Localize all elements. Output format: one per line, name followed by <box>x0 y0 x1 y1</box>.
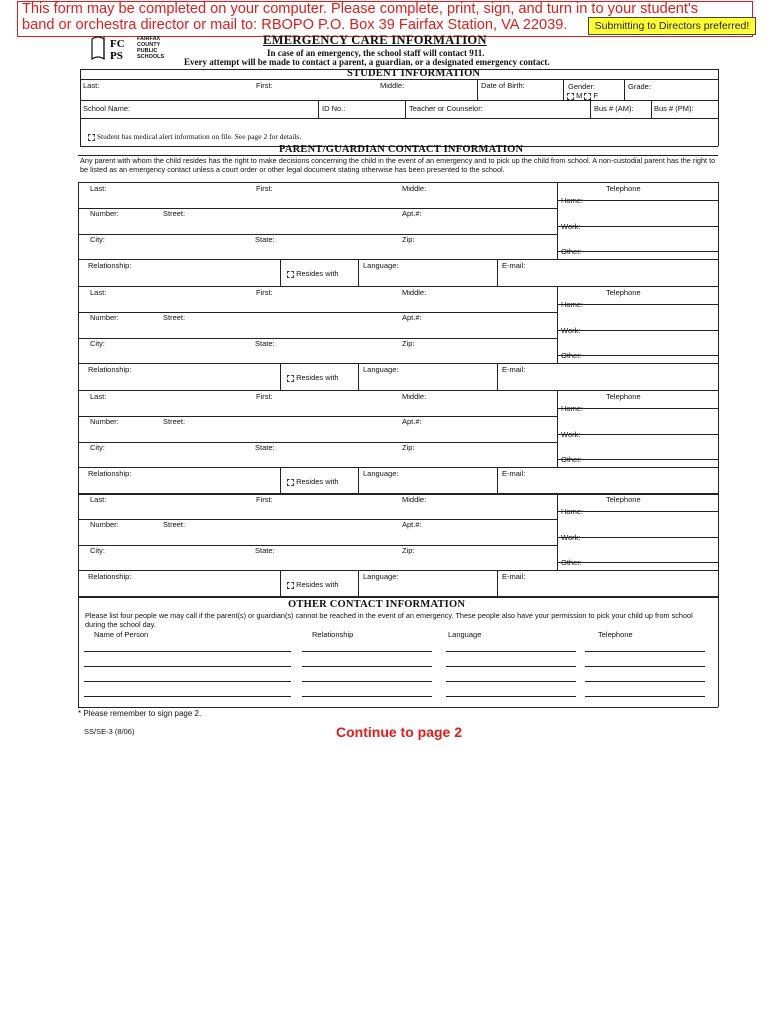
guardian-3-resides-checkbox[interactable] <box>287 479 294 486</box>
guardian-2-lang-divider <box>358 363 359 390</box>
other-contact-line-4-3[interactable] <box>446 696 576 697</box>
guardian-4-phone-rule-2 <box>557 537 718 538</box>
other-col-relationship: Relationship <box>312 630 354 639</box>
guardian-2-relationship-label: Relationship: <box>88 365 132 374</box>
guardian-1-phone-divider <box>557 182 558 259</box>
guardian-3-relationship-label: Relationship: <box>88 469 132 478</box>
guardian-2-right-border <box>718 286 719 390</box>
student-gender-label: Gender: <box>568 82 596 91</box>
guardian-2-rule-3 <box>78 363 718 364</box>
guardian-4-lang-divider <box>358 570 359 597</box>
guardian-4-rule-1 <box>78 519 557 520</box>
sign-reminder: * Please remember to sign page 2. <box>78 709 202 718</box>
guardian-1-relationship-label: Relationship: <box>88 261 132 270</box>
guardian-2-language-label: Language: <box>363 365 399 374</box>
other-section-title: OTHER CONTACT INFORMATION <box>288 599 466 610</box>
guardian-4-relationship-label: Relationship: <box>88 572 132 581</box>
guardian-4-email-label: E-mail: <box>502 572 526 581</box>
student-grade-label: Grade: <box>628 82 651 91</box>
guardian-1-email-label: E-mail: <box>502 261 526 270</box>
guardian-1-city-label: City: <box>90 235 105 244</box>
guardian-2-street-label: Street: <box>163 313 186 322</box>
banner-line-1: This form may be completed on your computer. Please complete, print, sign, and turn in to your student's <box>22 1 699 17</box>
guardian-4-email-divider <box>497 570 498 597</box>
guardian-2-city-label: City: <box>90 339 105 348</box>
logo-line: COUNTY <box>137 42 161 48</box>
guardian-3-city-label: City: <box>90 443 105 452</box>
guardian-1-right-border <box>718 182 719 286</box>
guardian-1-rel-divider <box>280 259 281 286</box>
page-title: EMERGENCY CARE INFORMATION <box>263 33 487 47</box>
continue-to-page-2: Continue to page 2 <box>336 724 462 740</box>
guardian-2-home-label: Home: <box>561 300 584 309</box>
guardian-1-other-label: Other: <box>561 247 582 256</box>
guardian-1-resides-checkbox[interactable] <box>287 271 294 278</box>
guardian-4-rel-divider <box>280 570 281 597</box>
logo-line: PUBLIC <box>137 48 158 54</box>
guardian-4-street-label: Street: <box>163 520 186 529</box>
guardian-3-last-label: Last: <box>90 392 107 401</box>
guardian-2-middle-label: Middle: <box>402 288 427 297</box>
guardian-3-email-label: E-mail: <box>502 469 526 478</box>
guardian-1-last-label: Last: <box>90 184 107 193</box>
guardian-3-resides-row <box>287 477 339 486</box>
guardian-1-language-label: Language: <box>363 261 399 270</box>
guardian-3-top-border <box>78 390 718 391</box>
guardian-2-resides-checkbox[interactable] <box>287 375 294 382</box>
guardian-1-work-label: Work: <box>561 222 581 231</box>
guardian-3-work-label: Work: <box>561 430 581 439</box>
guardian-2-resides-row <box>287 373 339 382</box>
student-last-label: Last: <box>83 81 100 90</box>
guardian-4-resides-checkbox[interactable] <box>287 582 294 589</box>
guardian-1-resides-row <box>287 269 339 278</box>
gender-options <box>567 91 598 100</box>
guardian-3-home-label: Home: <box>561 404 584 413</box>
guardian-1-top-border <box>78 182 718 183</box>
guardian-3-email-divider <box>497 467 498 494</box>
guardian-1-phone-rule-2 <box>557 226 718 227</box>
other-contact-line-3-3[interactable] <box>446 681 576 682</box>
guardian-4-last-label: Last: <box>90 495 107 504</box>
other-contact-line-1-1[interactable] <box>84 651 291 652</box>
guardian-1-zip-label: Zip: <box>402 235 415 244</box>
guardian-2-phone-rule-2 <box>557 330 718 331</box>
guardian-1-middle-label: Middle: <box>402 184 427 193</box>
other-col-language: Language <box>448 630 482 639</box>
other-intro: Please list four people we may call if the parent(s) or guardian(s) cannot be reached in the event of an emergency. These people also have your permission to pick your child up from school during the school day. <box>85 611 693 629</box>
bus-pm-label: Bus # (PM): <box>654 104 694 113</box>
other-contact-line-2-1[interactable] <box>84 666 291 667</box>
guardian-1-state-label: State: <box>255 235 275 244</box>
banner-line-2: band or orchestra director or mail to: RBOPO P.O. Box 39 Fairfax Station, VA 22039. <box>22 17 568 33</box>
preferred-badge: Submitting to Directors preferred! <box>588 17 756 35</box>
guardian-4-number-label: Number: <box>90 520 119 529</box>
form-code: SS/SE-3 (8/06) <box>84 727 135 736</box>
other-contact-line-1-2[interactable] <box>302 651 432 652</box>
other-col-name: Name of Person <box>94 630 149 639</box>
bus-am-label: Bus # (AM): <box>594 104 634 113</box>
guardian-3-first-label: First: <box>256 392 273 401</box>
guardian-2-zip-label: Zip: <box>402 339 415 348</box>
student-dob-label: Date of Birth: <box>481 81 525 90</box>
guardian-2-top-border <box>78 286 718 287</box>
guardian-2-email-divider <box>497 363 498 390</box>
guardian-1-first-label: First: <box>256 184 273 193</box>
guardian-2-rule-1 <box>78 312 557 313</box>
guardian-3-language-label: Language: <box>363 469 399 478</box>
header-subtitle-2: Every attempt will be made to contact a parent, a guardian, or a designated emergency contact. <box>184 57 550 67</box>
guardian-2-last-label: Last: <box>90 288 107 297</box>
guardian-4-bottom-border <box>78 597 718 598</box>
guardian-1-number-label: Number: <box>90 209 119 218</box>
guardian-3-telephone-label: Telephone <box>606 392 641 401</box>
guardian-1-resides-label: Resides with <box>294 269 339 278</box>
guardian-2-work-label: Work: <box>561 326 581 335</box>
guardian-2-number-label: Number: <box>90 313 119 322</box>
logo-line: FAIRFAX <box>137 36 161 42</box>
guardian-1-rule-2 <box>78 234 557 235</box>
guardian-2-state-label: State: <box>255 339 275 348</box>
guardian-1-telephone-label: Telephone <box>606 184 641 193</box>
guardian-3-rule-1 <box>78 416 557 417</box>
guardian-2-telephone-label: Telephone <box>606 288 641 297</box>
fcps-logo <box>90 35 134 61</box>
guardian-3-lang-divider <box>358 467 359 494</box>
other-contact-line-4-4[interactable] <box>585 696 705 697</box>
medical-alert-label: Student has medical alert information on file. See page 2 for details. <box>96 132 302 141</box>
guardian-4-middle-label: Middle: <box>402 495 427 504</box>
gender-m-checkbox[interactable] <box>567 93 574 100</box>
other-contact-line-2-4[interactable] <box>585 666 705 667</box>
guardian-3-rel-divider <box>280 467 281 494</box>
guardian-2-rel-divider <box>280 363 281 390</box>
guardian-3-apt-label: Apt.#: <box>402 417 422 426</box>
guardian-3-street-label: Street: <box>163 417 186 426</box>
header-subtitle-1: In case of an emergency, the school staff will contact 911. <box>267 48 485 58</box>
guardian-3-middle-label: Middle: <box>402 392 427 401</box>
guardian-3-zip-label: Zip: <box>402 443 415 452</box>
guardian-4-language-label: Language: <box>363 572 399 581</box>
guardian-2-apt-label: Apt.#: <box>402 313 422 322</box>
guardian-4-top-border <box>78 493 718 494</box>
guardian-4-state-label: State: <box>255 546 275 555</box>
guardian-2-first-label: First: <box>256 288 273 297</box>
student-middle-label: Middle: <box>380 81 405 90</box>
guardian-2-other-label: Other: <box>561 351 582 360</box>
guardian-4-rule-3 <box>78 570 718 571</box>
guardian-4-telephone-label: Telephone <box>606 495 641 504</box>
guardian-2-rule-2 <box>78 338 557 339</box>
guardian-4-resides-label: Resides with <box>294 580 339 589</box>
guardian-4-first-label: First: <box>256 495 273 504</box>
medical-alert-row <box>88 132 301 141</box>
other-contact-line-3-2[interactable] <box>302 681 432 682</box>
guardian-4-right-border <box>718 493 719 597</box>
gender-f-label: F <box>593 91 599 100</box>
logo-initials-top: FC <box>110 38 125 50</box>
other-contact-line-1-4[interactable] <box>585 651 705 652</box>
other-contact-line-4-1[interactable] <box>84 696 291 697</box>
student-first-label: First: <box>256 81 273 90</box>
guardian-3-rule-3 <box>78 467 718 468</box>
guardian-3-phone-divider <box>557 390 558 467</box>
gender-m-label: M <box>576 91 583 100</box>
guardian-4-apt-label: Apt.#: <box>402 520 422 529</box>
guardian-4-resides-row <box>287 580 339 589</box>
guardian-3-state-label: State: <box>255 443 275 452</box>
guardian-4-other-label: Other: <box>561 558 582 567</box>
logo-line: SCHOOLS <box>137 54 165 60</box>
parent-intro: Any parent with whom the child resides has the right to make decisions concerning the child in the event of an emergency and to pick up the child from school. A non-custodial parent has the right to be listed as an emergency contact unless a court order or other legal document stating otherwise has been presented to the school. <box>80 156 716 174</box>
guardian-1-rule-1 <box>78 208 557 209</box>
guardian-3-phone-rule-2 <box>557 434 718 435</box>
guardian-1-lang-divider <box>358 259 359 286</box>
medical-alert-checkbox[interactable] <box>88 134 95 141</box>
id-no-label: ID No.: <box>322 104 346 113</box>
gender-f-checkbox[interactable] <box>584 93 591 100</box>
guardian-1-street-label: Street: <box>163 209 186 218</box>
guardian-3-rule-2 <box>78 442 557 443</box>
guardian-2-phone-divider <box>557 286 558 363</box>
guardian-4-city-label: City: <box>90 546 105 555</box>
guardian-3-resides-label: Resides with <box>294 477 339 486</box>
guardian-3-right-border <box>718 390 719 494</box>
guardian-4-home-label: Home: <box>561 507 584 516</box>
guardian-1-home-label: Home: <box>561 196 584 205</box>
guardian-1-rule-3 <box>78 259 718 260</box>
other-contact-line-3-4[interactable] <box>585 681 705 682</box>
guardian-3-number-label: Number: <box>90 417 119 426</box>
school-name-label: School Name: <box>83 104 131 113</box>
other-contact-line-2-2[interactable] <box>302 666 432 667</box>
other-contact-line-4-2[interactable] <box>302 696 432 697</box>
logo-initials-bottom: PS <box>110 50 123 61</box>
guardian-4-work-label: Work: <box>561 533 581 542</box>
logo-text <box>137 36 164 60</box>
parent-section-title: PARENT/GUARDIAN CONTACT INFORMATION <box>279 144 524 155</box>
guardian-1-email-divider <box>497 259 498 286</box>
guardian-4-phone-divider <box>557 493 558 570</box>
other-contact-line-3-1[interactable] <box>84 681 291 682</box>
student-section-title: STUDENT INFORMATION <box>347 68 481 79</box>
guardian-2-resides-label: Resides with <box>294 373 339 382</box>
teacher-label: Teacher or Counselor: <box>409 104 483 113</box>
guardian-2-email-label: E-mail: <box>502 365 526 374</box>
guardian-3-other-label: Other: <box>561 455 582 464</box>
guardian-4-rule-2 <box>78 545 557 546</box>
other-contact-line-2-3[interactable] <box>446 666 576 667</box>
other-contact-line-1-3[interactable] <box>446 651 576 652</box>
guardian-1-apt-label: Apt.#: <box>402 209 422 218</box>
guardian-4-zip-label: Zip: <box>402 546 415 555</box>
other-col-telephone: Telephone <box>598 630 633 639</box>
